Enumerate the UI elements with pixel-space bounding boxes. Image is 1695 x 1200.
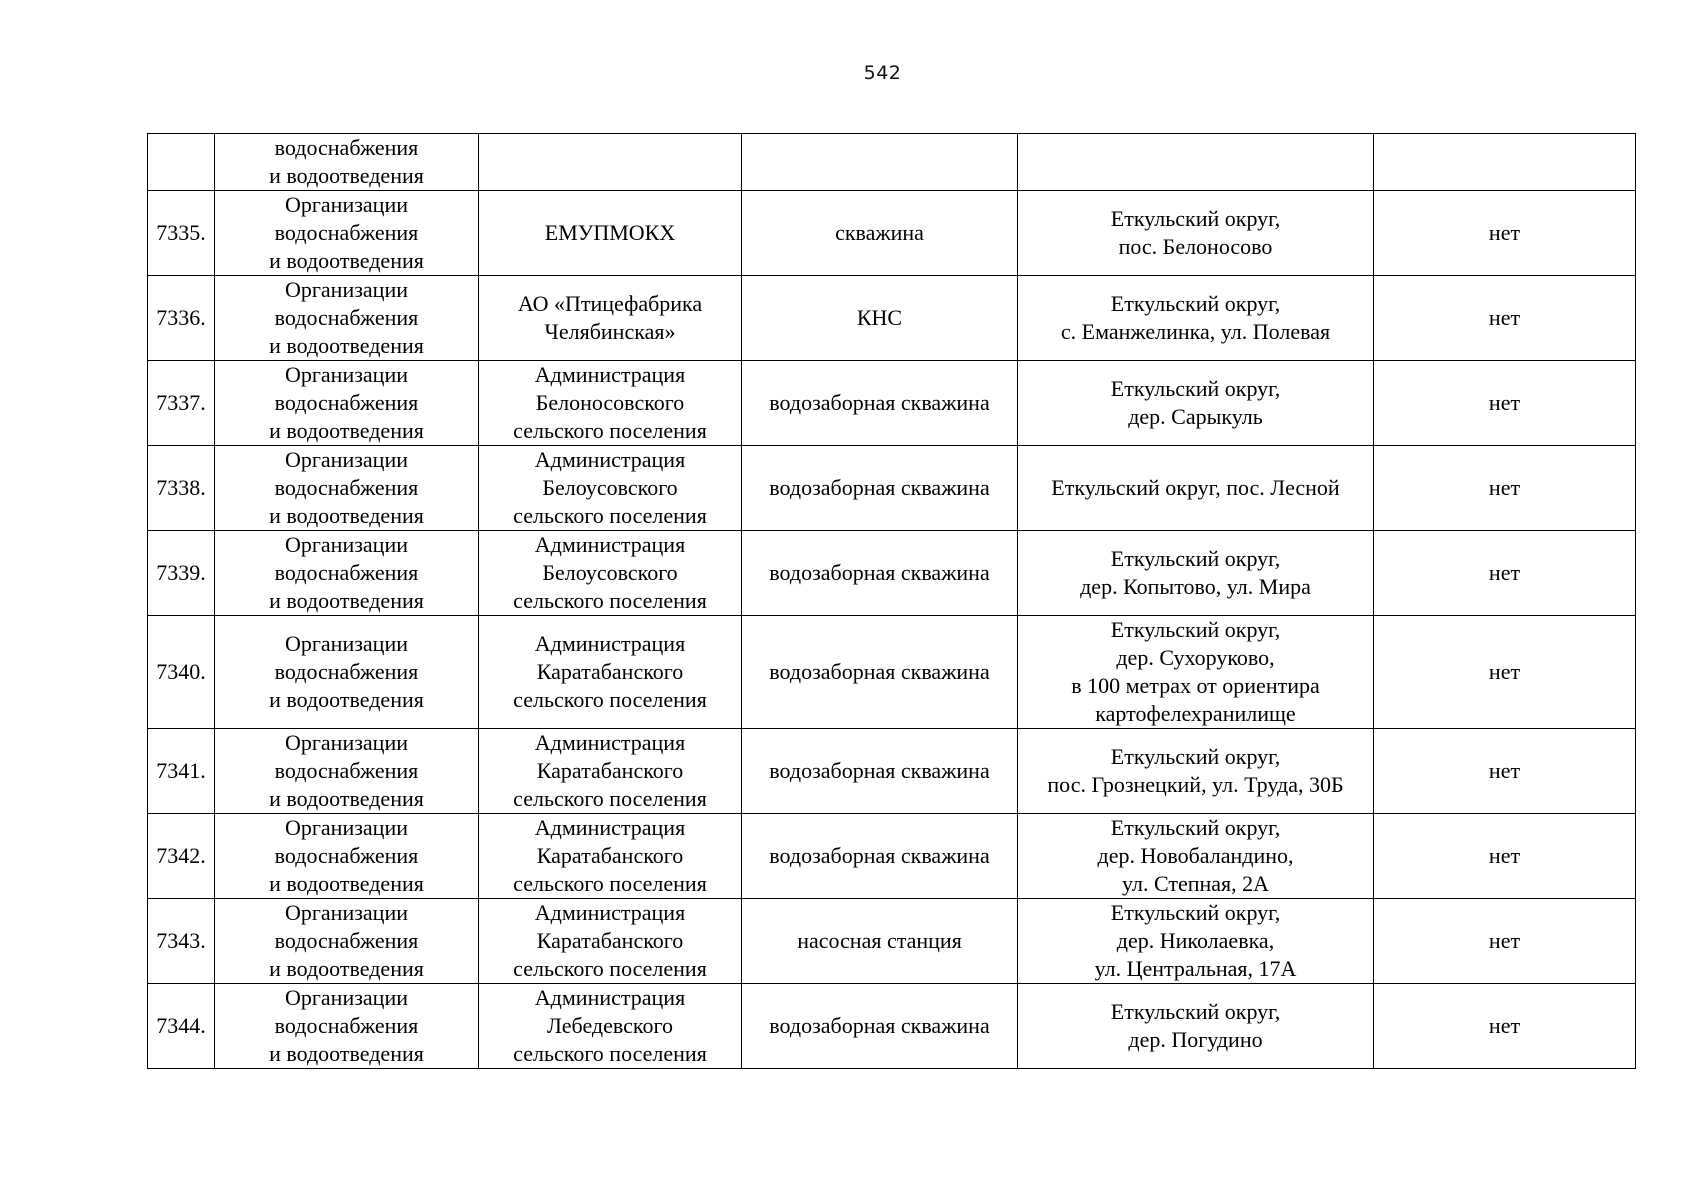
organization-type-line: Организации	[285, 631, 408, 656]
table-row	[148, 446, 1636, 531]
owner-line: Челябинская»	[544, 319, 676, 344]
owner-line: Белоусовского	[542, 475, 678, 500]
cell-owner	[479, 134, 742, 191]
owner-line: АО «Птицефабрика	[517, 291, 703, 316]
cell-organization-type	[215, 814, 479, 899]
cell-address	[1018, 729, 1374, 814]
cell-status: нет	[1374, 729, 1636, 814]
address-line: картофелехранилище	[1095, 701, 1296, 726]
owner-line: сельского поселения	[513, 418, 707, 443]
cell-organization-type	[215, 616, 479, 729]
cell-status: нет	[1374, 814, 1636, 899]
cell-number: 7344.	[148, 984, 215, 1069]
address-line: Еткульский округ, пос. Лесной	[1051, 475, 1340, 500]
organization-type-line: и водоотведения	[269, 871, 424, 896]
cell-number: 7340.	[148, 616, 215, 729]
table-row	[148, 531, 1636, 616]
organization-type-line: водоснабжения	[274, 758, 419, 783]
cell-address	[1018, 814, 1374, 899]
cell-address	[1018, 134, 1374, 191]
cell-status: нет	[1374, 899, 1636, 984]
organization-type-line: Организации	[285, 362, 408, 387]
organization-type-line: и водоотведения	[269, 588, 424, 613]
cell-address	[1018, 361, 1374, 446]
owner-line: Администрация	[534, 631, 686, 656]
address-line: в 100 метрах от ориентира	[1071, 673, 1320, 698]
address-line: Еткульский округ,	[1110, 744, 1281, 769]
owner-line: Администрация	[534, 362, 686, 387]
owner-line: сельского поселения	[513, 588, 707, 613]
address-line: Еткульский округ,	[1110, 815, 1281, 840]
table-row	[148, 814, 1636, 899]
address-line: ул. Степная, 2А	[1121, 871, 1270, 896]
address-line: Еткульский округ,	[1110, 617, 1281, 642]
object-line: насосная станция	[797, 928, 962, 953]
cell-object	[742, 276, 1018, 361]
organization-type-line: Организации	[285, 815, 408, 840]
owner-line: Администрация	[534, 447, 686, 472]
cell-object	[742, 191, 1018, 276]
owner-line: Белоусовского	[542, 560, 678, 585]
cell-object	[742, 134, 1018, 191]
object-line: скважина	[835, 220, 924, 245]
address-line: Еткульский округ,	[1110, 291, 1281, 316]
cell-owner	[479, 191, 742, 276]
address-line: ул. Центральная, 17А	[1094, 956, 1297, 981]
table-row	[148, 276, 1636, 361]
cell-owner	[479, 276, 742, 361]
address-line: дер. Новобаландино,	[1097, 843, 1294, 868]
organization-type-line: водоснабжения	[274, 843, 419, 868]
cell-organization-type	[215, 984, 479, 1069]
organization-type-line: Организации	[285, 532, 408, 557]
organization-type-line: водоснабжения	[274, 220, 419, 245]
cell-object	[742, 984, 1018, 1069]
owner-line: Каратабанского	[536, 843, 684, 868]
owner-line: Администрация	[534, 900, 686, 925]
organization-type-line: Организации	[285, 730, 408, 755]
cell-status: нет	[1374, 361, 1636, 446]
cell-organization-type	[215, 191, 479, 276]
cell-address	[1018, 276, 1374, 361]
table-row	[148, 191, 1636, 276]
cell-status: нет	[1374, 984, 1636, 1069]
address-line: дер. Сухоруково,	[1116, 645, 1275, 670]
object-line: водозаборная скважина	[769, 560, 990, 585]
organization-type-line: водоснабжения	[274, 390, 419, 415]
owner-line: Каратабанского	[536, 659, 684, 684]
cell-owner	[479, 899, 742, 984]
organization-type-line: водоснабжения	[274, 1013, 419, 1038]
table-row	[148, 616, 1636, 729]
cell-status: нет	[1374, 446, 1636, 531]
object-line: КНС	[856, 305, 903, 330]
cell-object	[742, 899, 1018, 984]
cell-owner	[479, 616, 742, 729]
table-row	[148, 984, 1636, 1069]
registry-table	[147, 133, 1636, 1069]
cell-address	[1018, 899, 1374, 984]
organization-type-line: Организации	[285, 277, 408, 302]
cell-address	[1018, 191, 1374, 276]
address-line: дер. Сарыкуль	[1128, 404, 1263, 429]
owner-line: сельского поселения	[513, 871, 707, 896]
table-row-continuation	[148, 134, 1636, 191]
organization-type-line: и водоотведения	[269, 503, 424, 528]
cell-object	[742, 729, 1018, 814]
cell-status: нет	[1374, 276, 1636, 361]
organization-type-line: водоснабжения	[274, 475, 419, 500]
cell-owner	[479, 814, 742, 899]
address-line: пос. Грознецкий, ул. Труда, 30Б	[1047, 772, 1344, 797]
owner-line: Администрация	[534, 985, 686, 1010]
address-line: дер. Погудино	[1128, 1027, 1263, 1052]
cell-status: нет	[1374, 531, 1636, 616]
cell-number: 7342.	[148, 814, 215, 899]
organization-type-line: и водоотведения	[269, 418, 424, 443]
object-line: водозаборная скважина	[769, 758, 990, 783]
cell-address	[1018, 446, 1374, 531]
cell-number: 7339.	[148, 531, 215, 616]
object-line: водозаборная скважина	[769, 843, 990, 868]
cell-object	[742, 446, 1018, 531]
address-line: дер. Копытово, ул. Мира	[1080, 574, 1311, 599]
object-line: водозаборная скважина	[769, 475, 990, 500]
table-row	[148, 729, 1636, 814]
cell-organization-type	[215, 276, 479, 361]
address-line: Еткульский округ,	[1110, 999, 1281, 1024]
owner-line: сельского поселения	[513, 503, 707, 528]
cell-object	[742, 814, 1018, 899]
owner-line: Администрация	[534, 815, 686, 840]
address-line: Еткульский округ,	[1110, 206, 1281, 231]
organization-type-line: и водоотведения	[269, 333, 424, 358]
owner-line: Администрация	[534, 730, 686, 755]
address-line: Еткульский округ,	[1110, 546, 1281, 571]
address-line: дер. Николаевка,	[1116, 928, 1275, 953]
cell-organization-type	[215, 134, 479, 191]
organization-type-line: водоснабжения	[274, 659, 419, 684]
address-line: Еткульский округ,	[1110, 900, 1281, 925]
cell-address	[1018, 616, 1374, 729]
organization-type-line: водоснабжения	[274, 928, 419, 953]
page-number: 542	[863, 62, 902, 84]
organization-type-line: Организации	[285, 447, 408, 472]
address-line: с. Еманжелинка, ул. Полевая	[1060, 319, 1331, 344]
address-line: пос. Белоносово	[1118, 234, 1273, 259]
organization-type-line: и водоотведения	[269, 248, 424, 273]
cell-status: нет	[1374, 191, 1636, 276]
cell-organization-type	[215, 446, 479, 531]
address-line: Еткульский округ,	[1110, 376, 1281, 401]
cell-status	[1374, 134, 1636, 191]
cell-number: 7341.	[148, 729, 215, 814]
owner-line: сельского поселения	[513, 956, 707, 981]
cell-number	[148, 134, 215, 191]
cell-owner	[479, 729, 742, 814]
cell-organization-type	[215, 729, 479, 814]
owner-line: Каратабанского	[536, 758, 684, 783]
cell-number: 7336.	[148, 276, 215, 361]
organization-type-line: водоснабжения	[274, 305, 419, 330]
owner-line: Администрация	[534, 532, 686, 557]
cell-organization-type	[215, 531, 479, 616]
cell-number: 7343.	[148, 899, 215, 984]
cell-object	[742, 531, 1018, 616]
cell-status: нет	[1374, 616, 1636, 729]
organization-type-line: водоснабжения	[274, 135, 419, 160]
owner-line: Лебедевского	[547, 1013, 673, 1038]
owner-line: Каратабанского	[536, 928, 684, 953]
cell-address	[1018, 984, 1374, 1069]
organization-type-line: и водоотведения	[269, 786, 424, 811]
owner-line: Белоносовского	[535, 390, 685, 415]
object-line: водозаборная скважина	[769, 659, 990, 684]
cell-owner	[479, 984, 742, 1069]
organization-type-line: Организации	[285, 900, 408, 925]
owner-line: сельского поселения	[513, 687, 707, 712]
organization-type-line: и водоотведения	[269, 163, 424, 188]
table-body	[148, 134, 1636, 1069]
cell-organization-type	[215, 361, 479, 446]
cell-number: 7337.	[148, 361, 215, 446]
cell-object	[742, 361, 1018, 446]
cell-organization-type	[215, 899, 479, 984]
table-row	[148, 361, 1636, 446]
organization-type-line: Организации	[285, 192, 408, 217]
cell-owner	[479, 446, 742, 531]
organization-type-line: водоснабжения	[274, 560, 419, 585]
cell-address	[1018, 531, 1374, 616]
organization-type-line: и водоотведения	[269, 687, 424, 712]
owner-line: сельского поселения	[513, 1041, 707, 1066]
cell-number: 7335.	[148, 191, 215, 276]
owner-line: сельского поселения	[513, 786, 707, 811]
table-row	[148, 899, 1636, 984]
owner-line: ЕМУПМОКХ	[544, 220, 676, 245]
organization-type-line: Организации	[285, 985, 408, 1010]
cell-owner	[479, 361, 742, 446]
cell-owner	[479, 531, 742, 616]
cell-number: 7338.	[148, 446, 215, 531]
organization-type-line: и водоотведения	[269, 1041, 424, 1066]
object-line: водозаборная скважина	[769, 1013, 990, 1038]
cell-object	[742, 616, 1018, 729]
organization-type-line: и водоотведения	[269, 956, 424, 981]
object-line: водозаборная скважина	[769, 390, 990, 415]
